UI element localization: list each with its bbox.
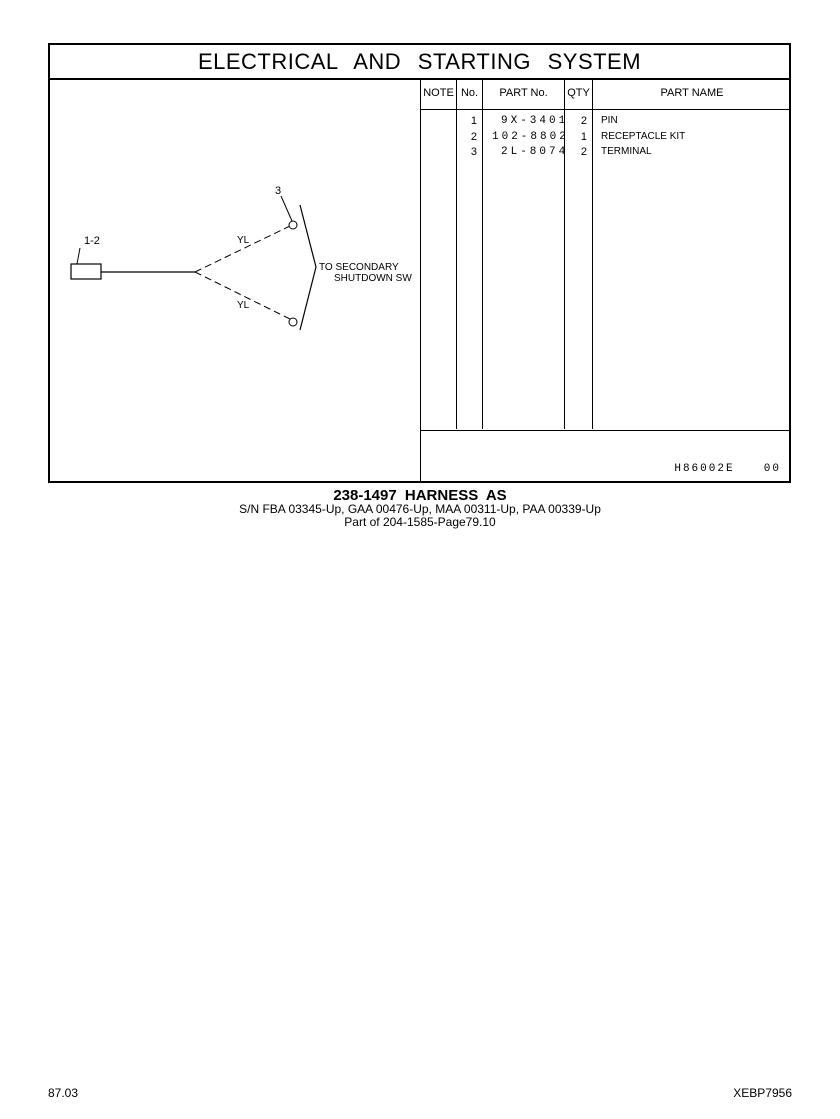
- callout-leader-1-2: [77, 248, 80, 264]
- row-2-part-name: RECEPTACLE KIT: [601, 131, 686, 142]
- footer-page-number: 87.03: [48, 1086, 79, 1100]
- header-part-name: PART NAME: [660, 87, 724, 99]
- row-1-no: 1: [470, 115, 477, 127]
- col-divider-name: [592, 78, 593, 429]
- serial-numbers: S/N FBA 03345-Up, GAA 00476-Up, MAA 00311-Up, PAA 00339-Up: [239, 502, 601, 516]
- figure-revision: 00: [763, 463, 781, 475]
- assembly-title: 238-1497 HARNESS AS: [333, 487, 507, 504]
- destination-line2: SHUTDOWN SW: [334, 273, 412, 284]
- parent-reference: Part of 204-1585-Page79.10: [344, 515, 496, 529]
- figure-id-block: [674, 463, 781, 475]
- wiring-diagram: [50, 78, 420, 483]
- terminal-upper: [289, 221, 297, 229]
- row-3-qty: 2: [580, 146, 587, 158]
- header-qty: QTY: [567, 87, 590, 99]
- row-3-part-name: TERMINAL: [601, 146, 652, 157]
- row-1-part-name: PIN: [601, 115, 618, 126]
- harness-schematic: [50, 78, 420, 483]
- row-2-part-no: 102-8802: [492, 131, 569, 143]
- callout-leader-3: [281, 196, 292, 221]
- table-bottom-rule: [420, 430, 789, 431]
- header-note: NOTE: [423, 87, 454, 99]
- row-2-qty: 1: [580, 131, 587, 143]
- row-3-part-no: 2L-8074: [501, 146, 569, 158]
- header-part-no: PART No.: [499, 87, 548, 99]
- row-2-no: 2: [470, 131, 477, 143]
- wire-color-lower: YL: [237, 300, 250, 311]
- lower-wire: [195, 272, 290, 319]
- parts-page-frame: [48, 43, 791, 483]
- header-rule: [420, 109, 789, 110]
- col-divider-partno: [482, 78, 483, 429]
- table-left-border: [420, 78, 421, 481]
- row-3-no: 3: [470, 146, 477, 158]
- upper-wire: [195, 226, 290, 272]
- connector-body: [71, 264, 101, 279]
- destination-bracket: [300, 205, 316, 330]
- terminal-lower: [289, 318, 297, 326]
- page-title: ELECTRICAL AND STARTING SYSTEM: [50, 45, 789, 80]
- row-1-part-no: 9X-3401: [501, 115, 569, 127]
- destination-line1: TO SECONDARY: [319, 262, 399, 273]
- row-1-qty: 2: [580, 115, 587, 127]
- footer-document-id: XEBP7956: [733, 1086, 792, 1100]
- callout-3: 3: [275, 185, 282, 197]
- header-no: No.: [460, 87, 479, 99]
- callout-1-2: 1-2: [84, 235, 100, 247]
- figure-id: H86002E: [674, 463, 735, 475]
- wire-color-upper: YL: [237, 235, 250, 246]
